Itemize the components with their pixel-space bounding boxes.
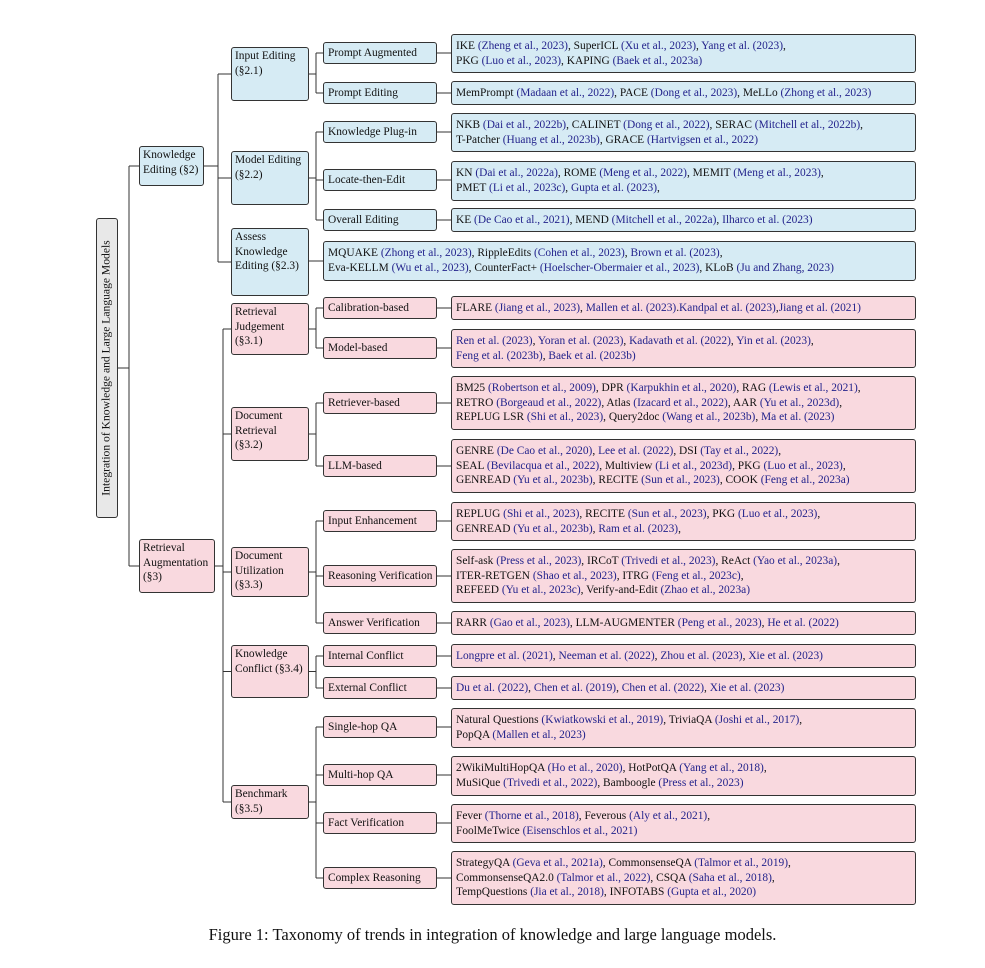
citation-link[interactable]: (Borgeaud et al., 2022) bbox=[496, 396, 602, 409]
citation-link[interactable]: (Yao et al., 2023a) bbox=[753, 555, 838, 568]
citation-link[interactable]: (Hoelscher-Obermaier et al., 2023) bbox=[539, 262, 700, 274]
leaf-text bbox=[456, 761, 767, 790]
category-kp: Knowledge Plug-in bbox=[323, 121, 437, 143]
citation-link[interactable]: Yoran et al. (2023) bbox=[537, 334, 624, 347]
subcategory-kc: Knowledge Conflict (§3.4) bbox=[231, 645, 309, 698]
citation-link[interactable]: (Xu et al., 2023) bbox=[621, 39, 696, 52]
citation-link[interactable]: (Tay et al., 2022) bbox=[700, 445, 779, 458]
citation-link[interactable]: (Aly et al., 2021) bbox=[629, 809, 708, 822]
leaf-text bbox=[456, 86, 871, 101]
leaf-term: 2WikiMultiHopQA bbox=[456, 762, 548, 775]
leaf-term: , bbox=[742, 649, 749, 662]
leaf-av bbox=[451, 611, 916, 635]
citation-link[interactable]: (Geva et al., 2021a) bbox=[512, 857, 603, 870]
citation-link[interactable]: Chen et al. (2022) bbox=[621, 681, 705, 694]
citation-link[interactable]: He et al. (2022) bbox=[767, 616, 839, 629]
leaf-text bbox=[456, 213, 813, 228]
citation-link[interactable]: Ren et al. (2023) bbox=[456, 334, 533, 347]
leaf-text bbox=[456, 334, 814, 363]
leaf-term: , bbox=[542, 349, 549, 362]
leaf-term: , Query2doc bbox=[603, 411, 663, 424]
leaf-term: , CounterFact+ bbox=[468, 262, 540, 274]
citation-link[interactable]: (Li et al., 2023d) bbox=[655, 459, 733, 472]
citation-link[interactable]: (Saha et al., 2018) bbox=[688, 871, 772, 884]
category-cb: Calibration-based bbox=[323, 297, 437, 319]
citation-link[interactable]: (Feng et al., 2023a) bbox=[760, 474, 850, 487]
leaf-term: , RippleEdits bbox=[471, 247, 534, 260]
citation-link[interactable]: Xie et al. (2023) bbox=[709, 681, 785, 694]
citation-link[interactable]: Kadavath et al. (2022) bbox=[629, 334, 731, 347]
leaf-term: , bbox=[657, 182, 660, 194]
leaf-ic bbox=[451, 644, 916, 668]
citation-link[interactable]: (Wu et al., 2023) bbox=[391, 262, 469, 274]
leaf-term: , ROME bbox=[557, 167, 600, 180]
leaf-term: , TempQuestions bbox=[456, 871, 775, 899]
leaf-term: , CommonsenseQA2.0 bbox=[456, 857, 791, 884]
leaf-term: , GENREAD bbox=[456, 507, 821, 535]
leaf-mb bbox=[451, 329, 916, 368]
leaf-text bbox=[456, 301, 861, 316]
citation-link[interactable]: (Luo et al., 2023) bbox=[737, 507, 818, 520]
leaf-rb bbox=[451, 376, 916, 430]
citation-link[interactable]: (Sun et al., 2023) bbox=[641, 474, 720, 487]
leaf-term: GENRE bbox=[456, 445, 497, 458]
citation-link[interactable]: (Jia et al., 2018) bbox=[530, 886, 604, 899]
leaf-term: , Eva-KELLM bbox=[328, 247, 723, 274]
citation-link[interactable]: (Press et al., 2023) bbox=[658, 777, 744, 789]
figure-caption: Figure 1: Taxonomy of trends in integration of knowledge and large language models. bbox=[208, 925, 777, 944]
leaf-cr bbox=[451, 851, 916, 905]
leaf-term: , FoolMeTwice bbox=[456, 809, 711, 837]
citation-link[interactable]: Feng et al. (2023b) bbox=[456, 349, 543, 362]
leaf-term: , PKG bbox=[732, 459, 764, 472]
leaf-term: , bbox=[532, 334, 538, 347]
citation-link[interactable]: (Luo et al., 2023) bbox=[763, 459, 843, 472]
citation-link[interactable]: (Gupta et al., 2020) bbox=[667, 886, 757, 899]
citation-link[interactable]: (Trivedi et al., 2022) bbox=[503, 777, 598, 789]
leaf-term: , MuSiQue bbox=[456, 762, 767, 789]
leaf-term: NKB bbox=[456, 118, 483, 131]
subcategory-du: Document Utilization (§3.3) bbox=[231, 547, 309, 597]
citation-link[interactable]: (Shao et al., 2023) bbox=[532, 569, 617, 582]
citation-link[interactable]: (Ho et al., 2020) bbox=[547, 762, 623, 775]
citation-link[interactable]: Xie et al. (2023) bbox=[748, 649, 823, 662]
leaf-term: , INFOTABS bbox=[603, 886, 668, 899]
citation-link[interactable]: (Press et al., 2023) bbox=[496, 555, 582, 568]
leaf-term: , bbox=[580, 301, 586, 314]
leaf-text bbox=[456, 507, 820, 536]
leaf-term: , MeLLo bbox=[737, 86, 781, 99]
leaf-text bbox=[456, 444, 850, 488]
citation-link[interactable]: (Dong et al., 2023) bbox=[650, 86, 738, 99]
citation-link[interactable]: (Dong et al., 2022) bbox=[623, 118, 710, 131]
leaf-term: , GRACE bbox=[599, 133, 647, 146]
root-label: Integration of Knowledge and Large Language Models bbox=[99, 240, 113, 496]
citation-link[interactable]: (Zhao et al., 2023a) bbox=[660, 584, 750, 597]
root-node bbox=[96, 218, 118, 518]
citation-link[interactable]: Mallen et al. (2023) bbox=[585, 301, 677, 314]
citation-link[interactable]: (Jiang et al., 2023) bbox=[494, 301, 581, 314]
citation-link[interactable]: Brown et al. (2023) bbox=[630, 247, 720, 260]
leaf-term: , bbox=[704, 681, 710, 694]
leaf-term: , bbox=[678, 522, 681, 535]
leaf-term: , bbox=[528, 681, 534, 694]
category-le: Locate-then-Edit bbox=[323, 169, 437, 191]
leaf-text bbox=[456, 713, 802, 742]
citation-link[interactable]: Yang et al. (2023) bbox=[701, 39, 784, 52]
leaf-term: RARR bbox=[456, 616, 490, 629]
citation-link[interactable]: Ilharco et al. (2023) bbox=[722, 213, 813, 226]
citation-link[interactable]: Ram et al. (2023) bbox=[598, 522, 679, 535]
leaf-text bbox=[328, 246, 834, 275]
subcategory-rj: Retrieval Judgement (§3.1) bbox=[231, 303, 309, 355]
leaf-term: , bbox=[565, 182, 571, 194]
leaf-term: , PKG bbox=[706, 507, 738, 520]
leaf-text bbox=[456, 809, 710, 838]
leaf-term: , KAPING bbox=[561, 54, 613, 67]
leaf-term: , LLM-AUGMENTER bbox=[569, 616, 678, 629]
leaf-term: , SEAL bbox=[456, 445, 782, 472]
citation-link[interactable]: Ma et al. (2023) bbox=[761, 411, 835, 424]
leaf-term: , RAG bbox=[736, 382, 769, 395]
category-fv: Fact Verification bbox=[323, 812, 437, 834]
leaf-term: , bbox=[624, 247, 631, 260]
leaf-term: , bbox=[654, 649, 661, 662]
leaf-in bbox=[451, 502, 916, 541]
category-rb: Retriever-based bbox=[323, 392, 437, 414]
leaf-term: , AAR bbox=[727, 396, 760, 409]
leaf-term: , RECITE bbox=[592, 474, 642, 487]
citation-link[interactable]: (Yu et al., 2023b) bbox=[513, 522, 593, 535]
citation-link[interactable]: (Robertson et al., 2009) bbox=[487, 382, 596, 395]
leaf-term: BM25 bbox=[456, 382, 488, 395]
citation-link[interactable]: (Peng et al., 2023) bbox=[677, 616, 762, 629]
leaf-term: , DSI bbox=[673, 445, 701, 458]
leaf-term: , Atlas bbox=[601, 396, 634, 409]
leaf-term: , PMET bbox=[456, 167, 824, 194]
citation-link[interactable]: (Mitchell et al., 2022b) bbox=[754, 118, 861, 131]
leaf-term: IKE bbox=[456, 39, 478, 52]
leaf-term: , bbox=[623, 334, 630, 347]
category-cr: Complex Reasoning bbox=[323, 867, 437, 889]
citation-link[interactable]: (Thorne et al., 2018) bbox=[484, 809, 579, 822]
citation-link[interactable]: (Hartvigsen et al., 2022) bbox=[647, 133, 759, 146]
leaf-term: , REFEED bbox=[456, 569, 744, 597]
subcategory-dr: Document Retrieval (§3.2) bbox=[231, 407, 309, 461]
citation-link[interactable]: (Shi et al., 2023) bbox=[526, 411, 604, 424]
citation-link[interactable]: Chen et al. (2019) bbox=[533, 681, 617, 694]
category-ic: Internal Conflict bbox=[323, 645, 437, 667]
leaf-mh bbox=[451, 756, 916, 796]
branch-ra: Retrieval Augmentation (§3) bbox=[139, 539, 215, 593]
leaf-term: , bbox=[716, 213, 723, 226]
category-pa: Prompt Augmented bbox=[323, 42, 437, 64]
leaf-term: Fever bbox=[456, 809, 485, 822]
citation-link[interactable]: Kandpal et al. (2023) bbox=[679, 301, 776, 314]
citation-link[interactable]: (Yu et al., 2023b) bbox=[513, 474, 593, 487]
citation-link[interactable]: (Sun et al., 2023) bbox=[627, 507, 707, 520]
category-in: Input Enhancement bbox=[323, 510, 437, 532]
leaf-term: , SERAC bbox=[709, 118, 755, 131]
category-mh: Multi-hop QA bbox=[323, 764, 437, 786]
leaf-pa bbox=[451, 34, 916, 73]
leaf-term: StrategyQA bbox=[456, 857, 513, 870]
leaf-term: , MEND bbox=[569, 213, 612, 226]
leaf-ak bbox=[323, 241, 916, 281]
citation-link[interactable]: (Shi et al., 2023) bbox=[503, 507, 580, 520]
branch-ke: Knowledge Editing (§2) bbox=[139, 146, 204, 186]
leaf-term: , ITRG bbox=[616, 569, 652, 582]
citation-link[interactable]: (Meng et al., 2023) bbox=[733, 167, 821, 180]
citation-link[interactable]: (Zheng et al., 2023) bbox=[477, 39, 568, 52]
leaf-term: , bbox=[810, 334, 814, 347]
leaf-term: . bbox=[676, 301, 680, 314]
citation-link[interactable]: (Meng et al., 2022) bbox=[599, 167, 687, 180]
leaf-kp bbox=[451, 113, 916, 152]
leaf-term: Natural Questions bbox=[456, 714, 542, 727]
leaf-term: , Feverous bbox=[578, 809, 630, 822]
category-oe: Overall Editing bbox=[323, 209, 437, 231]
citation-link[interactable]: Gupta et al. (2023) bbox=[570, 182, 658, 194]
leaf-term: , Bamboogle bbox=[597, 777, 659, 789]
citation-link[interactable]: (Karpukhin et al., 2020) bbox=[626, 382, 737, 395]
leaf-text bbox=[456, 649, 823, 664]
citation-link[interactable]: (Trivedi et al., 2023) bbox=[621, 555, 716, 568]
citation-link[interactable]: (Dai et al., 2022b) bbox=[482, 118, 567, 131]
leaf-text bbox=[456, 856, 791, 900]
leaf-term: , ReAct bbox=[715, 555, 754, 568]
leaf-term: , GENREAD bbox=[456, 459, 846, 487]
leaf-pe bbox=[451, 81, 916, 105]
leaf-term: KE bbox=[456, 213, 475, 226]
citation-link[interactable]: Baek et al. (2023b) bbox=[548, 349, 636, 362]
leaf-term: KN bbox=[456, 167, 476, 180]
category-pe: Prompt Editing bbox=[323, 82, 437, 104]
citation-link[interactable]: (Gao et al., 2023) bbox=[489, 616, 570, 629]
leaf-text bbox=[456, 554, 840, 598]
leaf-term: , bbox=[552, 649, 559, 662]
leaf-lb bbox=[451, 439, 916, 493]
leaf-term: , HotPotQA bbox=[622, 762, 680, 775]
category-av: Answer Verification bbox=[323, 612, 437, 634]
citation-link[interactable]: (Talmor et al., 2022) bbox=[556, 871, 651, 884]
leaf-term: FLARE bbox=[456, 301, 495, 314]
citation-link[interactable]: (Zhong et al., 2023) bbox=[780, 86, 872, 99]
leaf-text bbox=[456, 166, 824, 195]
leaf-term: , REPLUG LSR bbox=[456, 396, 843, 424]
citation-link[interactable]: (Zhong et al., 2023) bbox=[380, 247, 472, 260]
citation-link[interactable]: Du et al. (2022) bbox=[456, 681, 529, 694]
citation-link[interactable]: (De Cao et al., 2021) bbox=[474, 213, 570, 226]
citation-link[interactable]: (Yang et al., 2018) bbox=[679, 762, 764, 775]
citation-link[interactable]: (Talmor et al., 2019) bbox=[694, 857, 789, 870]
leaf-term: , Multiview bbox=[599, 459, 656, 472]
leaf-oe bbox=[451, 208, 916, 232]
citation-link[interactable]: Jiang et al. (2021) bbox=[778, 301, 861, 314]
category-ec: External Conflict bbox=[323, 677, 437, 699]
category-sh: Single-hop QA bbox=[323, 716, 437, 738]
citation-link[interactable]: (Lewis et al., 2021) bbox=[768, 382, 858, 395]
subcategory-ak: Assess Knowledge Editing (§2.3) bbox=[231, 228, 309, 296]
leaf-text bbox=[456, 118, 863, 147]
citation-link[interactable]: Yin et al. (2023) bbox=[736, 334, 811, 347]
citation-link[interactable]: (Dai et al., 2022a) bbox=[475, 167, 558, 180]
leaf-term: , bbox=[761, 616, 768, 629]
citation-link[interactable]: Neeman et al. (2022) bbox=[558, 649, 655, 662]
citation-link[interactable]: (Kwiatkowski et al., 2019) bbox=[541, 714, 664, 727]
leaf-term: , MEMIT bbox=[686, 167, 734, 180]
citation-link[interactable]: (Mitchell et al., 2022a) bbox=[611, 213, 717, 226]
leaf-term: , RECITE bbox=[579, 507, 628, 520]
leaf-term: , PACE bbox=[614, 86, 651, 99]
citation-link[interactable]: (Li et al., 2023c) bbox=[489, 182, 566, 194]
citation-link[interactable]: (Madaan et al., 2022) bbox=[516, 86, 615, 99]
leaf-term: REPLUG bbox=[456, 507, 504, 520]
citation-link[interactable]: (Bevilacqua et al., 2022) bbox=[486, 459, 600, 472]
citation-link[interactable]: (Luo et al., 2023) bbox=[481, 54, 562, 67]
citation-link[interactable]: (Mallen et al., 2023) bbox=[492, 729, 586, 741]
leaf-sh bbox=[451, 708, 916, 748]
citation-link[interactable]: (Wang et al., 2023b) bbox=[662, 411, 756, 424]
leaf-term: , bbox=[592, 522, 599, 535]
leaf-term: , bbox=[755, 411, 762, 424]
subcategory-me: Model Editing (§2.2) bbox=[231, 151, 309, 205]
citation-link[interactable]: (Izacard et al., 2022) bbox=[633, 396, 728, 409]
leaf-term: , bbox=[775, 301, 779, 314]
leaf-term: , CALINET bbox=[566, 118, 624, 131]
leaf-term: , KLoB bbox=[699, 262, 737, 274]
leaf-fv bbox=[451, 804, 916, 843]
category-mb: Model-based bbox=[323, 337, 437, 359]
citation-link[interactable]: (Yu et al., 2023d) bbox=[759, 396, 840, 409]
subcategory-bm: Benchmark (§3.5) bbox=[231, 785, 309, 819]
citation-link[interactable]: (Joshi et al., 2017) bbox=[714, 714, 800, 727]
leaf-term: MemPrompt bbox=[456, 86, 517, 99]
leaf-term: , T-Patcher bbox=[456, 118, 863, 146]
category-rv: Reasoning Verification bbox=[323, 565, 437, 587]
leaf-text bbox=[456, 681, 784, 696]
citation-link[interactable]: Lee et al. (2022) bbox=[598, 445, 674, 458]
leaf-term: , Verify-and-Edit bbox=[580, 584, 661, 597]
leaf-term: Self-ask bbox=[456, 555, 497, 568]
leaf-le bbox=[451, 161, 916, 201]
leaf-ec bbox=[451, 676, 916, 700]
leaf-term: , RETRO bbox=[456, 382, 861, 409]
citation-link[interactable]: Zhou et al. (2023) bbox=[660, 649, 743, 662]
citation-link[interactable]: (De Cao et al., 2020) bbox=[496, 445, 593, 458]
leaf-term: , CSQA bbox=[650, 871, 689, 884]
leaf-term: , IRCoT bbox=[581, 555, 622, 568]
citation-link[interactable]: (Huang et al., 2023b) bbox=[502, 133, 600, 146]
leaf-term: , DPR bbox=[595, 382, 627, 395]
citation-link[interactable]: Longpre et al. (2021) bbox=[456, 649, 553, 662]
leaf-text bbox=[456, 381, 861, 425]
leaf-term: , bbox=[730, 334, 737, 347]
leaf-rv bbox=[451, 549, 916, 603]
citation-link[interactable]: (Yu et al., 2023c) bbox=[501, 584, 581, 597]
leaf-term: , PKG bbox=[456, 39, 786, 67]
leaf-term: , ITER-RETGEN bbox=[456, 555, 840, 582]
leaf-term: , CommonsenseQA bbox=[602, 857, 695, 870]
category-lb: LLM-based bbox=[323, 455, 437, 477]
leaf-term: , TriviaQA bbox=[663, 714, 715, 727]
citation-link[interactable]: (Baek et al., 2023a) bbox=[612, 54, 703, 67]
citation-link[interactable]: (Feng et al., 2023c) bbox=[651, 569, 741, 582]
leaf-term: , SuperICL bbox=[567, 39, 622, 52]
leaf-term: MQUAKE bbox=[328, 247, 381, 260]
subcategory-ie: Input Editing (§2.1) bbox=[231, 47, 309, 101]
citation-link[interactable]: (Ju and Zhang, 2023) bbox=[736, 262, 834, 274]
leaf-cb bbox=[451, 296, 916, 320]
citation-link[interactable]: (Eisenschlos et al., 2021) bbox=[522, 824, 638, 837]
leaf-term: , bbox=[616, 681, 622, 694]
leaf-term: , PopQA bbox=[456, 714, 803, 741]
leaf-text bbox=[456, 616, 839, 631]
citation-link[interactable]: (Cohen et al., 2023) bbox=[533, 247, 625, 260]
leaf-text bbox=[456, 39, 786, 68]
leaf-term: , COOK bbox=[719, 474, 761, 487]
leaf-term: , bbox=[592, 445, 599, 458]
leaf-term: , bbox=[696, 39, 702, 52]
